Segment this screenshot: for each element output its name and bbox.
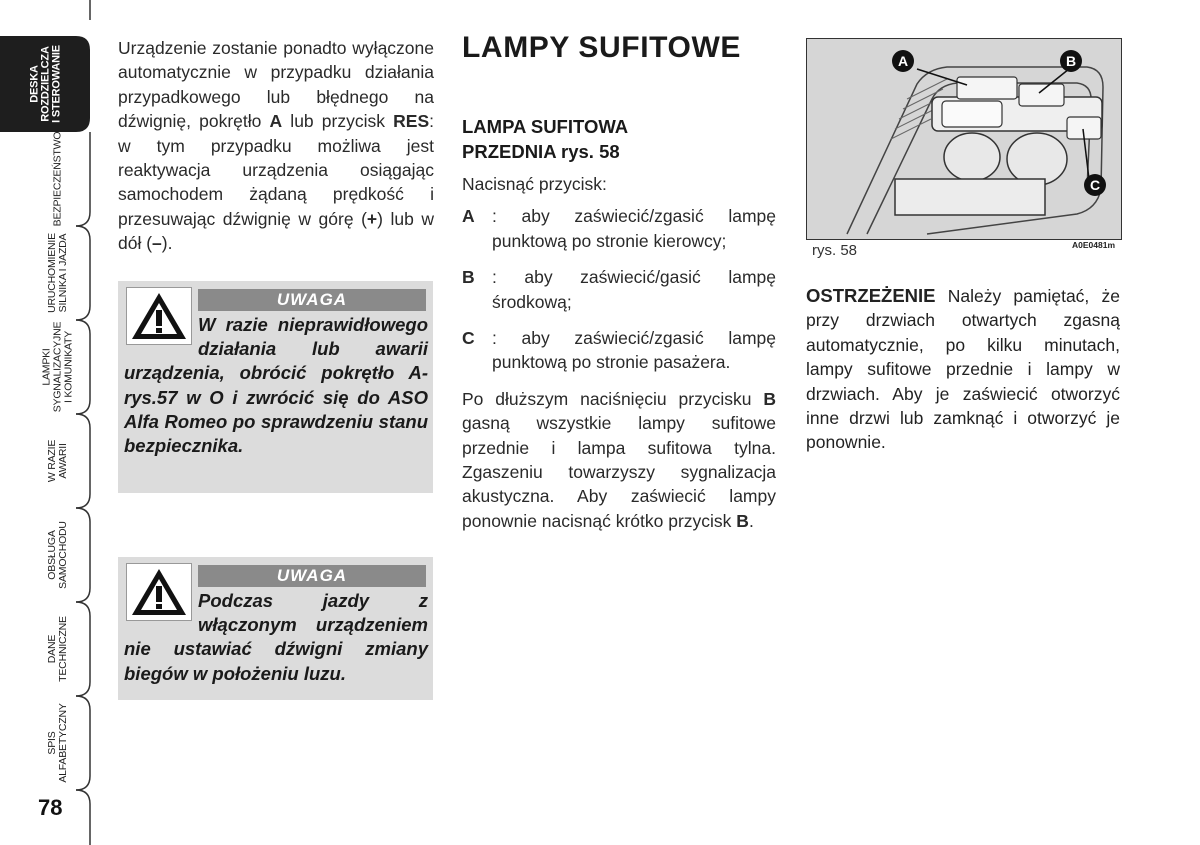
callout-c [1084,174,1106,196]
callout-a [892,50,914,72]
warning-title: UWAGA [198,565,426,587]
sidebar-tab-line: I KOMUNIKATY [62,330,75,404]
sidebar-tab-line: OBSŁUGA [46,530,58,580]
warning-box-1 [118,281,433,493]
chapter-sidebar [0,0,92,845]
sidebar-tab-line: I STEROWANIE [50,45,63,123]
svg-text:A: A [897,53,909,69]
sidebar-tab-line: ROZDZIELCZA [39,46,52,122]
sidebar-bottom-rule [76,790,90,845]
sidebar-tab-5[interactable] [47,440,69,482]
tab-shape-6 [76,508,90,602]
sidebar-tab-outlines [0,0,92,845]
svg-text:C: C [1089,177,1101,193]
sidebar-tab-6[interactable] [47,521,69,589]
subsection-title: LAMPA SUFITOWA PRZEDNIA rys. 58 [462,116,629,162]
warning-title: UWAGA [198,289,426,311]
figure-ceiling-lamp [806,38,1122,240]
tab-shape-8 [76,696,90,790]
list-item: C : aby zaświecić/zgasić lampę punktową po stronie pasażera. [462,328,776,373]
section-title: LAMPY SUFITOWE [462,31,741,64]
callout-b [1060,50,1082,72]
column-left [118,36,434,256]
list-item: B : aby zaświecić/gasić lampę środkową; [462,267,776,312]
caution-paragraph [806,284,1120,455]
sidebar-tab-line: DESKA [28,65,41,103]
sidebar-tab-line: URUCHOMIENIE [46,233,58,313]
column-middle [462,30,776,533]
warning-box-2 [118,557,433,700]
sidebar-tab-line: W RAZIE [46,439,58,483]
sidebar-tab-2[interactable] [53,132,64,227]
sidebar-tab-line: SAMOCHODU [57,521,69,589]
sidebar-tab-line: ALFABETYCZNY [57,703,69,783]
sidebar-tab-line: SPIS [46,731,58,755]
list-item: A : aby zaświecić/zgasić lampę punktową po stronie kierowcy; [462,206,776,251]
tab-shape-3 [76,226,90,320]
page-number: 78 [38,795,63,820]
sidebar-tab-1[interactable] [30,45,63,123]
sidebar-tab-line: SILNIKA I JAZDA [57,233,69,313]
tab-shape-5 [76,414,90,508]
tab-shape-2 [76,132,90,226]
sidebar-tab-7[interactable] [47,616,69,682]
tab-shape-4 [76,320,90,414]
intro-text: Nacisnąć przycisk: [462,174,607,194]
sidebar-tab-line: SYGNALIZACYJNE [51,321,64,413]
cruise-control-paragraph: Urządzenie zostanie ponadto wyłączone automatycznie w przypadku działania przypadkowego lub błędnego na dźwignię, pokrętło A lub przycisk RES: w tym przypadku możliwa jest reaktywacja urządzenia osiągając samochodem żądaną prędkość i przesuwając dźwignię w górę (+) lub w dół (–). [118,38,434,254]
sidebar-tab-line: AWARII [57,443,69,479]
sidebar-tab-line: BEZPIECZEŃSTWO [51,131,64,227]
sidebar-tab-8[interactable] [47,703,69,782]
sidebar-tab-line: TECHNICZNE [57,616,69,682]
tab-shape-7 [76,602,90,696]
sidebar-tab-line: LAMPKI [40,348,53,386]
caution-text: Należy pamiętać, że przy drzwiach otwartych zgasną automatycznie, po kilku minutach, lampy sufitowe przednie i lampy w drzwiach. Aby je zaświecić otworzyć inne drzwi lub zamknąć i otworzyć je ponownie. [806,286,1120,453]
sidebar-tab-line: DANE [46,634,58,664]
svg-text:B: B [1065,53,1077,69]
sidebar-tab-4[interactable] [42,322,75,413]
warning-text: W razie nieprawidłowego działania lub awarii urządzenia, obrócić pokrętło A-rys.57 w O i zwrócić się do ASO Alfa Romeo po sprawdzeniu stanu bezpiecznika. [124,314,428,457]
figure-code: A0E0481m [1072,240,1116,250]
long-press-paragraph: Po dłuższym naciśnięciu przycisku B gasną wszystkie lampy sufitowe przednie i lampa sufitowa tylna. Zgaszeniu towarzyszy sygnalizacja akustyczna. Aby zaświecić lampy ponownie nacisnąć krótko przycisk B. [462,388,776,531]
ceiling-lamp-illustration [807,39,1121,239]
warning-text: Podczas jazdy z włączonym urządzeniem nie ustawiać dźwigni zmiany biegów w położeniu luzu. [124,590,428,684]
caution-label: OSTRZEŻENIE [806,285,936,306]
figure-caption: rys. 58 [812,242,858,259]
sidebar-tab-3[interactable] [47,233,69,313]
